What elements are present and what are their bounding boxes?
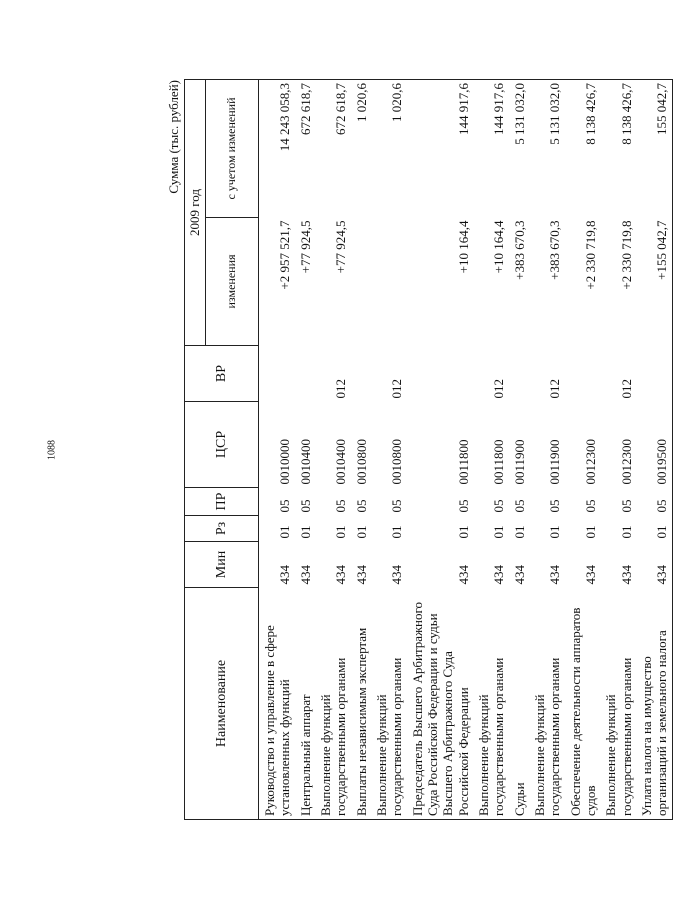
table-row: [315, 80, 351, 820]
cell-pr: 05: [297, 499, 313, 513]
cell-name: Судьи: [511, 782, 527, 816]
cell-min: 434: [353, 565, 369, 585]
cell-min: 434: [297, 565, 313, 585]
header-csr: ЦСР: [185, 402, 259, 488]
cell-rz: 01: [547, 525, 563, 539]
cell-name: Выполнение функций государственными органами: [373, 657, 405, 816]
cell-csr: 0010400: [297, 439, 313, 485]
cell-csr: 0011800: [491, 439, 507, 485]
cell-pr: 05: [511, 499, 527, 513]
cell-vr: 012: [491, 379, 507, 399]
cell-total: 144 917,6: [455, 83, 471, 135]
cell-total: 144 917,6: [491, 83, 507, 135]
cell-total: 5 131 032,0: [511, 83, 527, 145]
cell-change: +2 957 521,7: [277, 220, 293, 290]
header-changes: изменения: [206, 218, 259, 346]
cell-csr: 0012300: [582, 439, 598, 485]
cell-name: Выполнение функций государственными органами: [531, 657, 563, 816]
cell-change: [351, 218, 371, 346]
cell-total: 672 618,7: [297, 83, 313, 135]
cell-total: 8 138 426,7: [582, 83, 598, 145]
cell-rz: 01: [618, 525, 634, 539]
cell-rz: 01: [455, 525, 471, 539]
header-min: Мин: [185, 542, 259, 588]
cell-rz: 01: [353, 525, 369, 539]
cell-change: +77 924,5: [297, 220, 313, 274]
cell-vr: [636, 346, 672, 402]
table-row: [636, 80, 672, 820]
cell-pr: 05: [277, 499, 293, 513]
cell-min: 434: [389, 565, 405, 585]
cell-name: Выполнение функций государственными органами: [475, 657, 507, 816]
cell-vr: [565, 346, 601, 402]
cell-vr: [407, 346, 473, 402]
cell-name: Руководство и управление в сфере установленных функций: [262, 625, 293, 816]
cell-name: Центральный аппарат: [297, 694, 313, 816]
cell-min: 434: [618, 565, 634, 585]
cell-rz: 01: [333, 525, 349, 539]
cell-rz: 01: [389, 525, 405, 539]
cell-total: 1 020,6: [389, 83, 405, 122]
cell-pr: 05: [618, 499, 634, 513]
units-caption: Сумма (тыс. рублей): [166, 80, 181, 194]
header-vr: ВР: [185, 346, 259, 402]
header-pr: ПР: [185, 488, 259, 516]
cell-csr: 0010400: [333, 439, 349, 485]
cell-pr: 05: [582, 499, 598, 513]
cell-csr: 0010800: [353, 439, 369, 485]
page-number: 1088: [46, 440, 58, 460]
table-header: [185, 80, 259, 820]
cell-pr: 05: [455, 499, 471, 513]
cell-min: 434: [511, 565, 527, 585]
table-body: [259, 80, 673, 820]
table-row: [351, 80, 371, 820]
table-row: [565, 80, 601, 820]
cell-change: +383 670,3: [547, 220, 563, 280]
rotated-page: [162, 80, 670, 820]
cell-change: [371, 218, 407, 346]
cell-vr: 012: [618, 379, 634, 399]
cell-pr: 05: [333, 499, 349, 513]
table-row: [295, 80, 315, 820]
cell-min: 434: [277, 565, 293, 585]
cell-vr: [509, 346, 529, 402]
cell-total: 5 131 032,0: [547, 83, 563, 145]
cell-change: +10 164,4: [491, 220, 507, 274]
cell-rz: 01: [491, 525, 507, 539]
table-row: [529, 80, 565, 820]
cell-vr: [295, 346, 315, 402]
cell-change: +383 670,3: [511, 220, 527, 280]
cell-csr: 0019500: [654, 439, 670, 485]
cell-change: +2 330 719,8: [618, 220, 634, 290]
table-row: [371, 80, 407, 820]
cell-change: +155 042,7: [654, 220, 670, 280]
cell-csr: 0011800: [455, 439, 471, 485]
cell-name: Уплата налога на имущество организаций и земельного налога: [638, 630, 670, 816]
cell-change: +77 924,5: [333, 220, 349, 274]
header-with-changes: с учетом изменений: [206, 80, 259, 218]
cell-total: 14 243 058,3: [277, 83, 293, 152]
cell-change: +2 330 719,8: [582, 220, 598, 290]
cell-name: Председатель Высшего Арбитражного Суда Российской Федерации и судьи Высшего Арбитражного Суда Российской Федерации: [409, 601, 471, 816]
cell-csr: 0010800: [389, 439, 405, 485]
cell-min: 434: [491, 565, 507, 585]
cell-vr: [259, 346, 295, 402]
cell-min: 434: [547, 565, 563, 585]
cell-rz: 01: [582, 525, 598, 539]
cell-vr: [351, 346, 371, 402]
cell-total: 672 618,7: [333, 83, 349, 135]
cell-pr: 05: [389, 499, 405, 513]
cell-csr: 0010000: [277, 439, 293, 485]
cell-min: 434: [582, 565, 598, 585]
cell-vr: 012: [389, 379, 405, 399]
cell-vr: 012: [547, 379, 563, 399]
cell-csr: 0012300: [618, 439, 634, 485]
budget-table: [184, 79, 673, 820]
table-row: [473, 80, 509, 820]
cell-rz: 01: [654, 525, 670, 539]
cell-min: 434: [455, 565, 471, 585]
cell-pr: 05: [547, 499, 563, 513]
cell-min: 434: [333, 565, 349, 585]
cell-rz: 01: [297, 525, 313, 539]
cell-min: 434: [654, 565, 670, 585]
cell-name: Выполнение функций государственными органами: [317, 657, 349, 816]
cell-total: 8 138 426,7: [618, 83, 634, 145]
cell-total: 155 042,7: [654, 83, 670, 135]
cell-pr: 05: [353, 499, 369, 513]
cell-pr: 05: [654, 499, 670, 513]
header-rz: Рз: [185, 516, 259, 542]
cell-name: Выплаты независимым экспертам: [353, 627, 369, 816]
header-name: Наименование: [185, 588, 259, 820]
table-row: [259, 80, 295, 820]
cell-rz: 01: [511, 525, 527, 539]
cell-pr: 05: [491, 499, 507, 513]
cell-name: Выполнение функций государственными органами: [603, 657, 634, 816]
table-row: [600, 80, 636, 820]
cell-rz: 01: [277, 525, 293, 539]
cell-total: 1 020,6: [353, 83, 369, 122]
header-year: 2009 год: [185, 80, 206, 346]
cell-csr: 0011900: [511, 439, 527, 485]
cell-change: +10 164,4: [455, 220, 471, 274]
cell-name: Обеспечение деятельности аппаратов судов: [567, 607, 598, 816]
table-row: [509, 80, 529, 820]
cell-vr: 012: [333, 379, 349, 399]
cell-csr: 0011900: [547, 439, 563, 485]
table-row: [407, 80, 473, 820]
